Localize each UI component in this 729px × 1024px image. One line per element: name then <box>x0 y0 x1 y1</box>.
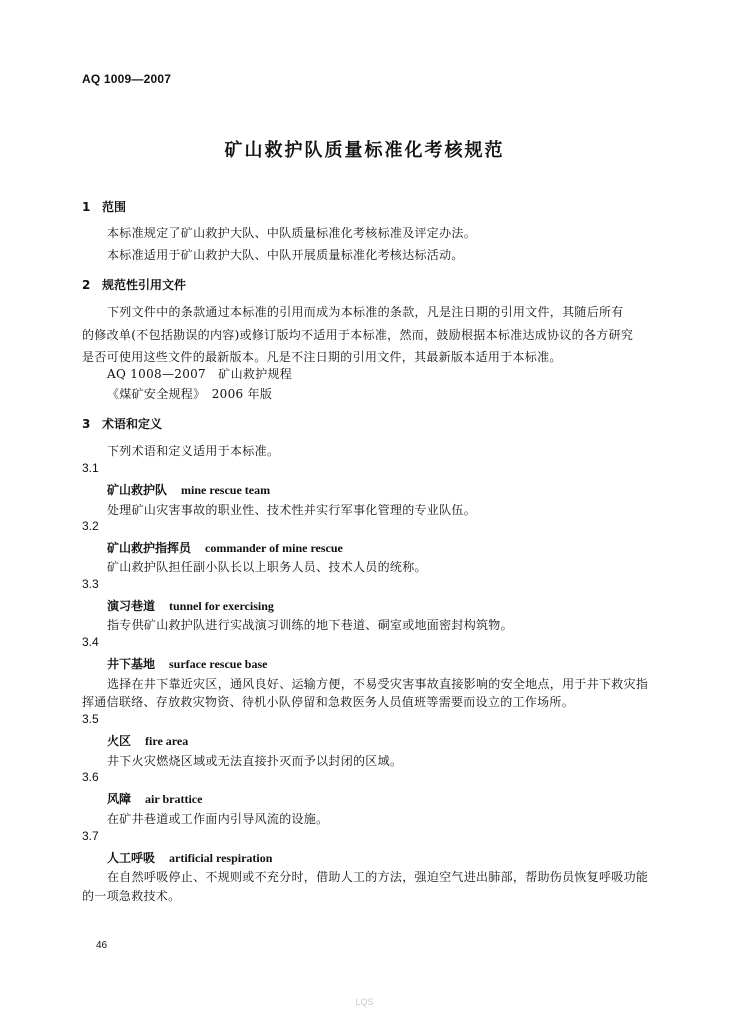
term-number: 3.7 <box>82 829 99 843</box>
term-definition: 矿山救护队担任副小队长以上职务人员、技术人员的统称。 <box>107 560 427 574</box>
term-definition: 在矿井巷道或工作面内引导风流的设施。 <box>107 812 329 826</box>
term-heading <box>107 790 202 807</box>
section-number: 2 <box>82 278 91 292</box>
references-line-3: 是否可使用这些文件的最新版本。凡是不注日期的引用文件，其最新版本适用于本标准。 <box>82 350 562 364</box>
term-heading <box>107 849 272 866</box>
term-chinese: 矿山救护队 <box>107 483 168 497</box>
section-title: 术语和定义 <box>102 417 163 431</box>
section-number: 1 <box>82 200 91 214</box>
section-heading-scope <box>82 198 126 215</box>
page-number: 46 <box>96 940 108 951</box>
term-english: surface rescue base <box>169 657 268 671</box>
references-line-1: 下列文件中的条款通过本标准的引用而成为本标准的条款，凡是注日期的引用文件，其随后所有 <box>107 305 624 319</box>
footer-watermark: LQS <box>355 997 374 1007</box>
term-english: air brattice <box>145 792 203 806</box>
section-title: 范围 <box>102 200 127 214</box>
reference-item-2: 《煤矿安全规程》 2006 年版 <box>107 387 273 401</box>
reference-item-1: AQ 1008—2007 矿山救护规程 <box>107 367 293 381</box>
term-definition-continued: 的一项急救技术。 <box>82 889 181 903</box>
term-chinese: 演习巷道 <box>107 599 156 613</box>
term-number: 3.3 <box>82 577 99 591</box>
term-definition: 井下火灾燃烧区域或无法直接扑灭而予以封闭的区域。 <box>107 754 403 768</box>
term-heading <box>107 481 270 498</box>
term-heading <box>107 732 188 749</box>
term-chinese: 人工呼吸 <box>107 851 156 865</box>
section-number: 3 <box>82 417 91 431</box>
term-definition-continued: 挥通信联络、存放救灾物资、待机小队停留和急救医务人员值班等需要而设立的工作场所。 <box>82 695 575 709</box>
term-definition: 处理矿山灾害事故的职业性、技术性并实行军事化管理的专业队伍。 <box>107 503 477 517</box>
term-heading <box>107 539 343 556</box>
term-english: fire area <box>145 734 189 748</box>
term-definition: 在自然呼吸停止、不规则或不充分时，借助人工的方法，强迫空气进出肺部，帮助伤员恢复呼吸功能 <box>107 870 649 884</box>
term-english: mine rescue team <box>181 483 271 497</box>
term-english: commander of mine rescue <box>205 541 343 555</box>
term-english: artificial respiration <box>169 851 273 865</box>
term-definition: 选择在井下靠近灾区，通风良好、运输方便，不易受灾害事故直接影响的安全地点，用于井下救灾指 <box>107 677 649 691</box>
term-number: 3.2 <box>82 519 99 533</box>
section-title: 规范性引用文件 <box>102 278 187 292</box>
term-number: 3.5 <box>82 712 99 726</box>
scope-paragraph-2: 本标准适用于矿山救护大队、中队开展质量标准化考核达标活动。 <box>107 248 464 262</box>
term-chinese: 火区 <box>107 734 132 748</box>
term-number: 3.6 <box>82 770 99 784</box>
scope-paragraph-1: 本标准规定了矿山救护大队、中队质量标准化考核标准及评定办法。 <box>107 226 477 240</box>
term-chinese: 矿山救护指挥员 <box>107 541 192 555</box>
term-heading <box>107 597 274 614</box>
term-chinese: 井下基地 <box>107 657 156 671</box>
document-title: 矿山救护队质量标准化考核规范 <box>224 140 505 161</box>
term-definition: 指专供矿山救护队进行实战演习训练的地下巷道、硐室或地面密封构筑物。 <box>107 618 513 632</box>
section-heading-terms <box>82 415 162 432</box>
section-heading-references <box>82 276 186 293</box>
term-english: tunnel for exercising <box>169 599 274 613</box>
term-chinese: 风障 <box>107 792 132 806</box>
term-number: 3.1 <box>82 461 99 475</box>
terms-intro: 下列术语和定义适用于本标准。 <box>107 444 280 458</box>
term-heading <box>107 655 267 672</box>
term-number: 3.4 <box>82 635 99 649</box>
standard-code: AQ 1009—2007 <box>82 72 172 86</box>
references-line-2: 的修改单(不包括勘误的内容)或修订版均不适用于本标准，然而，鼓励根据本标准达成协议的各方研究 <box>82 328 634 342</box>
